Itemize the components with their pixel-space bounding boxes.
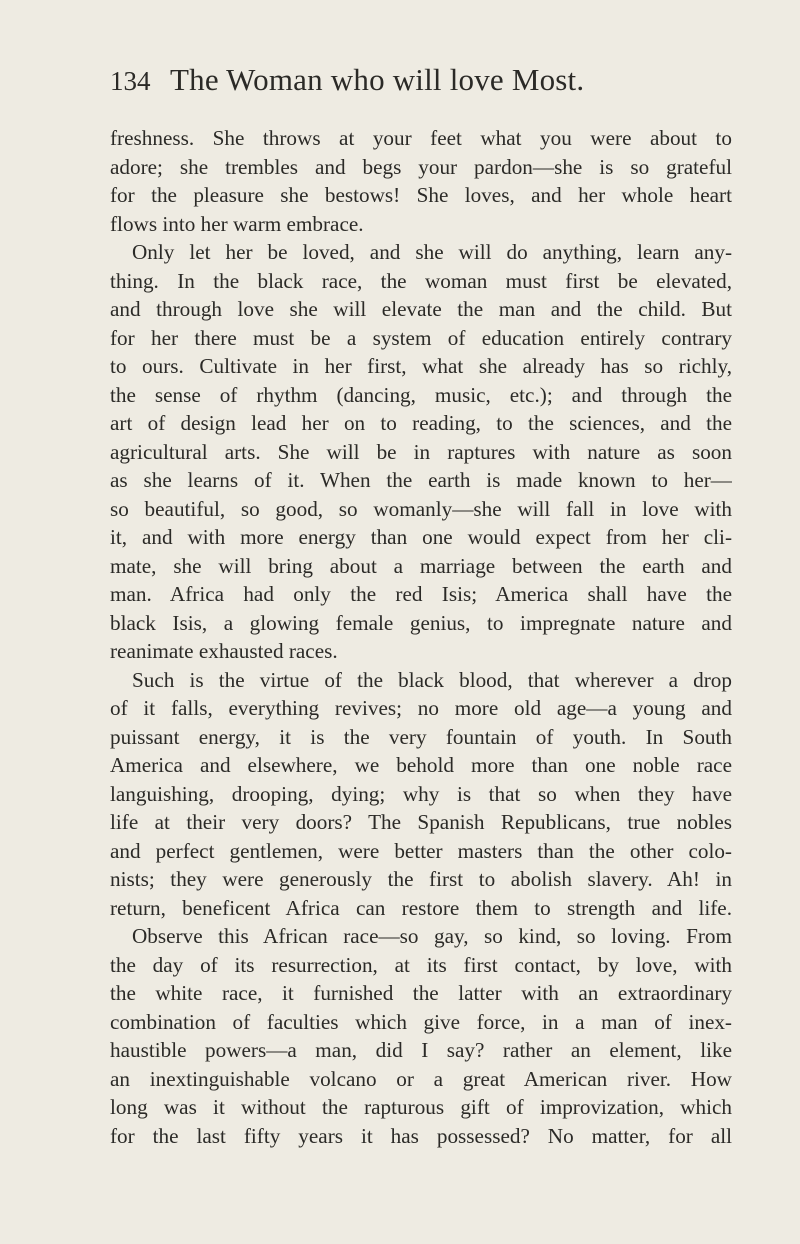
text-line: America and elsewhere, we behold more than one noble race: [110, 753, 732, 777]
text-line: reanimate exhausted races.: [110, 639, 338, 663]
text-line: freshness. She throws at your feet what you were about to: [110, 126, 732, 150]
body-text: [110, 124, 732, 1150]
text-line: the white race, it furnished the latter with an extraordinary: [110, 981, 732, 1005]
text-line: black Isis, a glowing female genius, to impregnate nature and: [110, 610, 732, 635]
running-header: [110, 62, 734, 106]
text-line: the sense of rhythm (dancing, music, etc.); and through the: [110, 382, 732, 407]
page-number: 134: [110, 66, 151, 96]
text-line: art of design lead her on to reading, to the sciences, and the: [110, 411, 732, 435]
text-line: for the pleasure she bestows! She loves, and her whole heart: [110, 183, 732, 207]
text-line: Observe this African race—so gay, so kind, so loving. From: [132, 924, 732, 948]
text-line: for the last fifty years it has possessed? No matter, for all: [110, 1123, 732, 1148]
text-line: life at their very doors? The Spanish Republicans, true nobles: [110, 810, 732, 834]
text-line: it, and with more energy than one would expect from her cli-: [110, 525, 732, 549]
text-line: puissant energy, it is the very fountain of youth. In South: [110, 724, 732, 749]
text-line: agricultural arts. She will be in raptures with nature as soon: [110, 439, 732, 464]
text-line: adore; she trembles and begs your pardon—she is so grateful: [110, 154, 732, 179]
text-line: flows into her warm embrace.: [110, 211, 364, 236]
text-line: the day of its resurrection, at its first contact, by love, with: [110, 952, 732, 977]
text-line: thing. In the black race, the woman must first be elevated,: [110, 268, 732, 293]
text-line: return, beneficent Africa can restore them to strength and life.: [110, 895, 732, 920]
text-line: long was it without the rapturous gift of improvization, which: [110, 1095, 732, 1119]
text-line: for her there must be a system of education entirely contrary: [110, 325, 732, 350]
text-line: mate, she will bring about a marriage between the earth and: [110, 553, 732, 578]
text-line: Only let her be loved, and she will do anything, learn any-: [132, 240, 732, 264]
text-line: haustible powers—a man, did I say? rather an element, like: [110, 1038, 732, 1062]
text-line: as she learns of it. When the earth is made known to her—: [110, 468, 732, 492]
text-line: to ours. Cultivate in her first, what she already has so richly,: [110, 354, 732, 378]
text-line: an inextinguishable volcano or a great American river. How: [110, 1066, 732, 1091]
text-line: and through love she will elevate the man and the child. But: [110, 297, 732, 321]
text-line: combination of faculties which give force, in a man of inex-: [110, 1009, 732, 1034]
text-line: man. Africa had only the red Isis; America shall have the: [110, 582, 732, 606]
text-line: languishing, drooping, dying; why is that so when they have: [110, 781, 732, 806]
text-line: Such is the virtue of the black blood, that wherever a drop: [132, 667, 732, 692]
running-title: The Woman who will love Most.: [170, 62, 585, 97]
text-line: and perfect gentlemen, were better masters than the other colo-: [110, 838, 732, 863]
text-line: so beautiful, so good, so womanly—she will fall in love with: [110, 496, 732, 521]
text-line: of it falls, everything revives; no more old age—a young and: [110, 696, 732, 720]
text-line: nists; they were generously the first to abolish slavery. Ah! in: [110, 867, 732, 891]
